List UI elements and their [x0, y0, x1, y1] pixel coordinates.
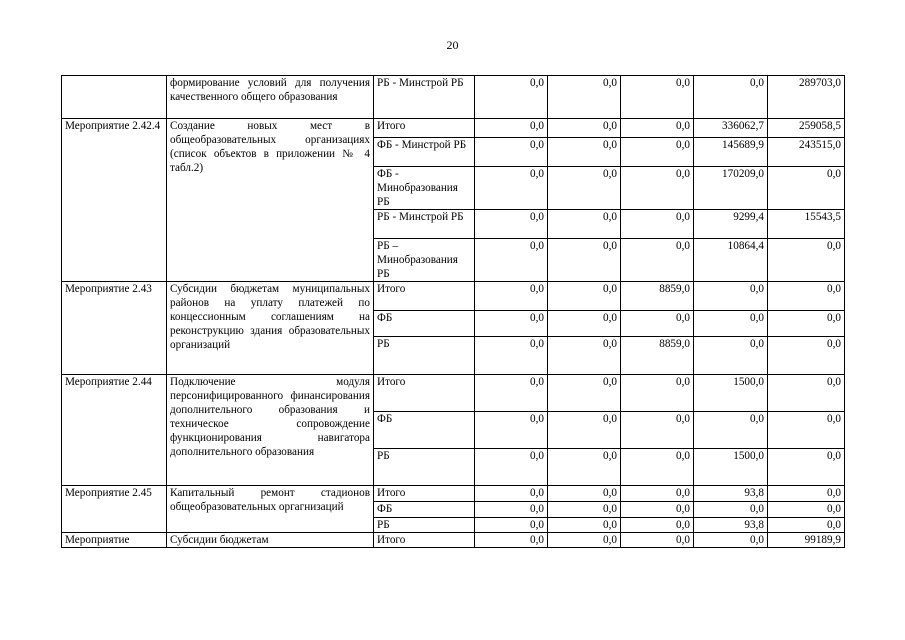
- funding-source-cell: РБ: [374, 518, 475, 533]
- amount-cell: 0,0: [621, 138, 694, 167]
- amount-cell: 336062,7: [694, 119, 768, 138]
- amount-cell: 170209,0: [694, 167, 768, 210]
- amount-cell: 15543,5: [768, 210, 845, 239]
- amount-cell: 0,0: [475, 412, 548, 449]
- table-row: [62, 486, 845, 502]
- amount-cell: 0,0: [694, 76, 768, 119]
- measure-name-cell: Мероприятие 2.42.4: [62, 119, 167, 282]
- amount-cell: 10864,4: [694, 239, 768, 282]
- funding-source-cell: ФБ: [374, 502, 475, 518]
- amount-cell: 259058,5: [768, 119, 845, 138]
- amount-cell: 0,0: [621, 167, 694, 210]
- amount-cell: 0,0: [548, 502, 621, 518]
- amount-cell: 8859,0: [621, 282, 694, 311]
- amount-cell: 93,8: [694, 518, 768, 533]
- amount-cell: 0,0: [768, 337, 845, 375]
- funding-source-cell: Итого: [374, 375, 475, 412]
- budget-table: [61, 75, 845, 548]
- amount-cell: 0,0: [548, 337, 621, 375]
- amount-cell: 0,0: [475, 167, 548, 210]
- amount-cell: 0,0: [548, 412, 621, 449]
- measure-description-cell: Создание новых мест в общеобразовательных организациях (список объектов в приложении № 4 табл.2): [167, 119, 374, 282]
- amount-cell: 0,0: [768, 449, 845, 486]
- amount-cell: 0,0: [475, 486, 548, 502]
- amount-cell: 0,0: [475, 502, 548, 518]
- amount-cell: 0,0: [621, 76, 694, 119]
- amount-cell: 0,0: [768, 412, 845, 449]
- amount-cell: 0,0: [768, 167, 845, 210]
- funding-source-cell: Итого: [374, 282, 475, 311]
- amount-cell: 0,0: [621, 518, 694, 533]
- table-row: [62, 282, 845, 311]
- amount-cell: 0,0: [548, 76, 621, 119]
- measure-description-cell: Капитальный ремонт стадионов общеобразовательных оргагнизаций: [167, 486, 374, 533]
- amount-cell: 0,0: [694, 502, 768, 518]
- amount-cell: 0,0: [475, 210, 548, 239]
- measure-name-cell: Мероприятие 2.45: [62, 486, 167, 533]
- amount-cell: 0,0: [694, 311, 768, 337]
- amount-cell: 243515,0: [768, 138, 845, 167]
- measure-description-cell: формирование условий для получения качественного общего образования: [167, 76, 374, 119]
- amount-cell: 0,0: [475, 518, 548, 533]
- amount-cell: 0,0: [621, 502, 694, 518]
- funding-source-cell: ФБ - Минстрой РБ: [374, 138, 475, 167]
- amount-cell: 0,0: [621, 119, 694, 138]
- amount-cell: 0,0: [694, 533, 768, 548]
- funding-source-cell: РБ – Минобразования РБ: [374, 239, 475, 282]
- amount-cell: 0,0: [768, 486, 845, 502]
- measure-name-cell: [62, 76, 167, 119]
- page-number: 20: [446, 38, 459, 52]
- funding-source-cell: РБ - Минстрой РБ: [374, 210, 475, 239]
- amount-cell: 0,0: [768, 502, 845, 518]
- table-body: [62, 76, 845, 548]
- funding-source-cell: РБ: [374, 337, 475, 375]
- amount-cell: 0,0: [475, 239, 548, 282]
- amount-cell: 0,0: [475, 119, 548, 138]
- amount-cell: 0,0: [621, 210, 694, 239]
- amount-cell: 0,0: [768, 311, 845, 337]
- amount-cell: 0,0: [548, 210, 621, 239]
- amount-cell: 0,0: [475, 337, 548, 375]
- amount-cell: 0,0: [548, 311, 621, 337]
- measure-description-cell: Субсидии бюджетам муниципальных районов на уплату платежей по концессионным соглашениям на реконструкцию здания образовательных организаций: [167, 282, 374, 375]
- table-row: [62, 76, 845, 119]
- amount-cell: 289703,0: [768, 76, 845, 119]
- amount-cell: 0,0: [548, 119, 621, 138]
- funding-source-cell: Итого: [374, 533, 475, 548]
- measure-description-cell: Подключение модуля персонифицированного финансирования дополнительного образования и техническое сопровождение функционирования навигатора дополнительного образования: [167, 375, 374, 486]
- funding-source-cell: ФБ: [374, 311, 475, 337]
- amount-cell: 9299,4: [694, 210, 768, 239]
- amount-cell: 0,0: [768, 518, 845, 533]
- funding-source-cell: Итого: [374, 486, 475, 502]
- amount-cell: 0,0: [548, 167, 621, 210]
- table-row: [62, 375, 845, 412]
- amount-cell: 0,0: [694, 337, 768, 375]
- funding-source-cell: Итого: [374, 119, 475, 138]
- table-row: [62, 119, 845, 138]
- funding-source-cell: РБ: [374, 449, 475, 486]
- amount-cell: 0,0: [768, 282, 845, 311]
- amount-cell: 0,0: [694, 412, 768, 449]
- measure-description-cell: Субсидии бюджетам: [167, 533, 374, 548]
- amount-cell: 0,0: [768, 239, 845, 282]
- measure-name-cell: Мероприятие 2.43: [62, 282, 167, 375]
- amount-cell: 0,0: [475, 533, 548, 548]
- amount-cell: 0,0: [548, 533, 621, 548]
- amount-cell: 0,0: [768, 375, 845, 412]
- amount-cell: 0,0: [475, 138, 548, 167]
- amount-cell: 0,0: [621, 412, 694, 449]
- amount-cell: 0,0: [621, 375, 694, 412]
- amount-cell: 0,0: [475, 449, 548, 486]
- measure-name-cell: Мероприятие 2.44: [62, 375, 167, 486]
- amount-cell: 0,0: [621, 449, 694, 486]
- measure-name-cell: Мероприятие: [62, 533, 167, 548]
- amount-cell: 0,0: [548, 239, 621, 282]
- amount-cell: 0,0: [621, 533, 694, 548]
- table-row: [62, 533, 845, 548]
- funding-source-cell: ФБ - Минобразования РБ: [374, 167, 475, 210]
- amount-cell: 0,0: [548, 486, 621, 502]
- amount-cell: 0,0: [548, 375, 621, 412]
- amount-cell: 0,0: [475, 375, 548, 412]
- amount-cell: 0,0: [694, 282, 768, 311]
- amount-cell: 1500,0: [694, 449, 768, 486]
- amount-cell: 0,0: [621, 311, 694, 337]
- amount-cell: 0,0: [548, 282, 621, 311]
- amount-cell: 0,0: [548, 449, 621, 486]
- amount-cell: 0,0: [548, 518, 621, 533]
- funding-source-cell: ФБ: [374, 412, 475, 449]
- amount-cell: 99189,9: [768, 533, 845, 548]
- amount-cell: 0,0: [475, 282, 548, 311]
- amount-cell: 93,8: [694, 486, 768, 502]
- amount-cell: 0,0: [548, 138, 621, 167]
- amount-cell: 0,0: [475, 76, 548, 119]
- amount-cell: 0,0: [621, 486, 694, 502]
- amount-cell: 8859,0: [621, 337, 694, 375]
- funding-source-cell: РБ - Минстрой РБ: [374, 76, 475, 119]
- amount-cell: 0,0: [621, 239, 694, 282]
- amount-cell: 145689,9: [694, 138, 768, 167]
- amount-cell: 0,0: [475, 311, 548, 337]
- amount-cell: 1500,0: [694, 375, 768, 412]
